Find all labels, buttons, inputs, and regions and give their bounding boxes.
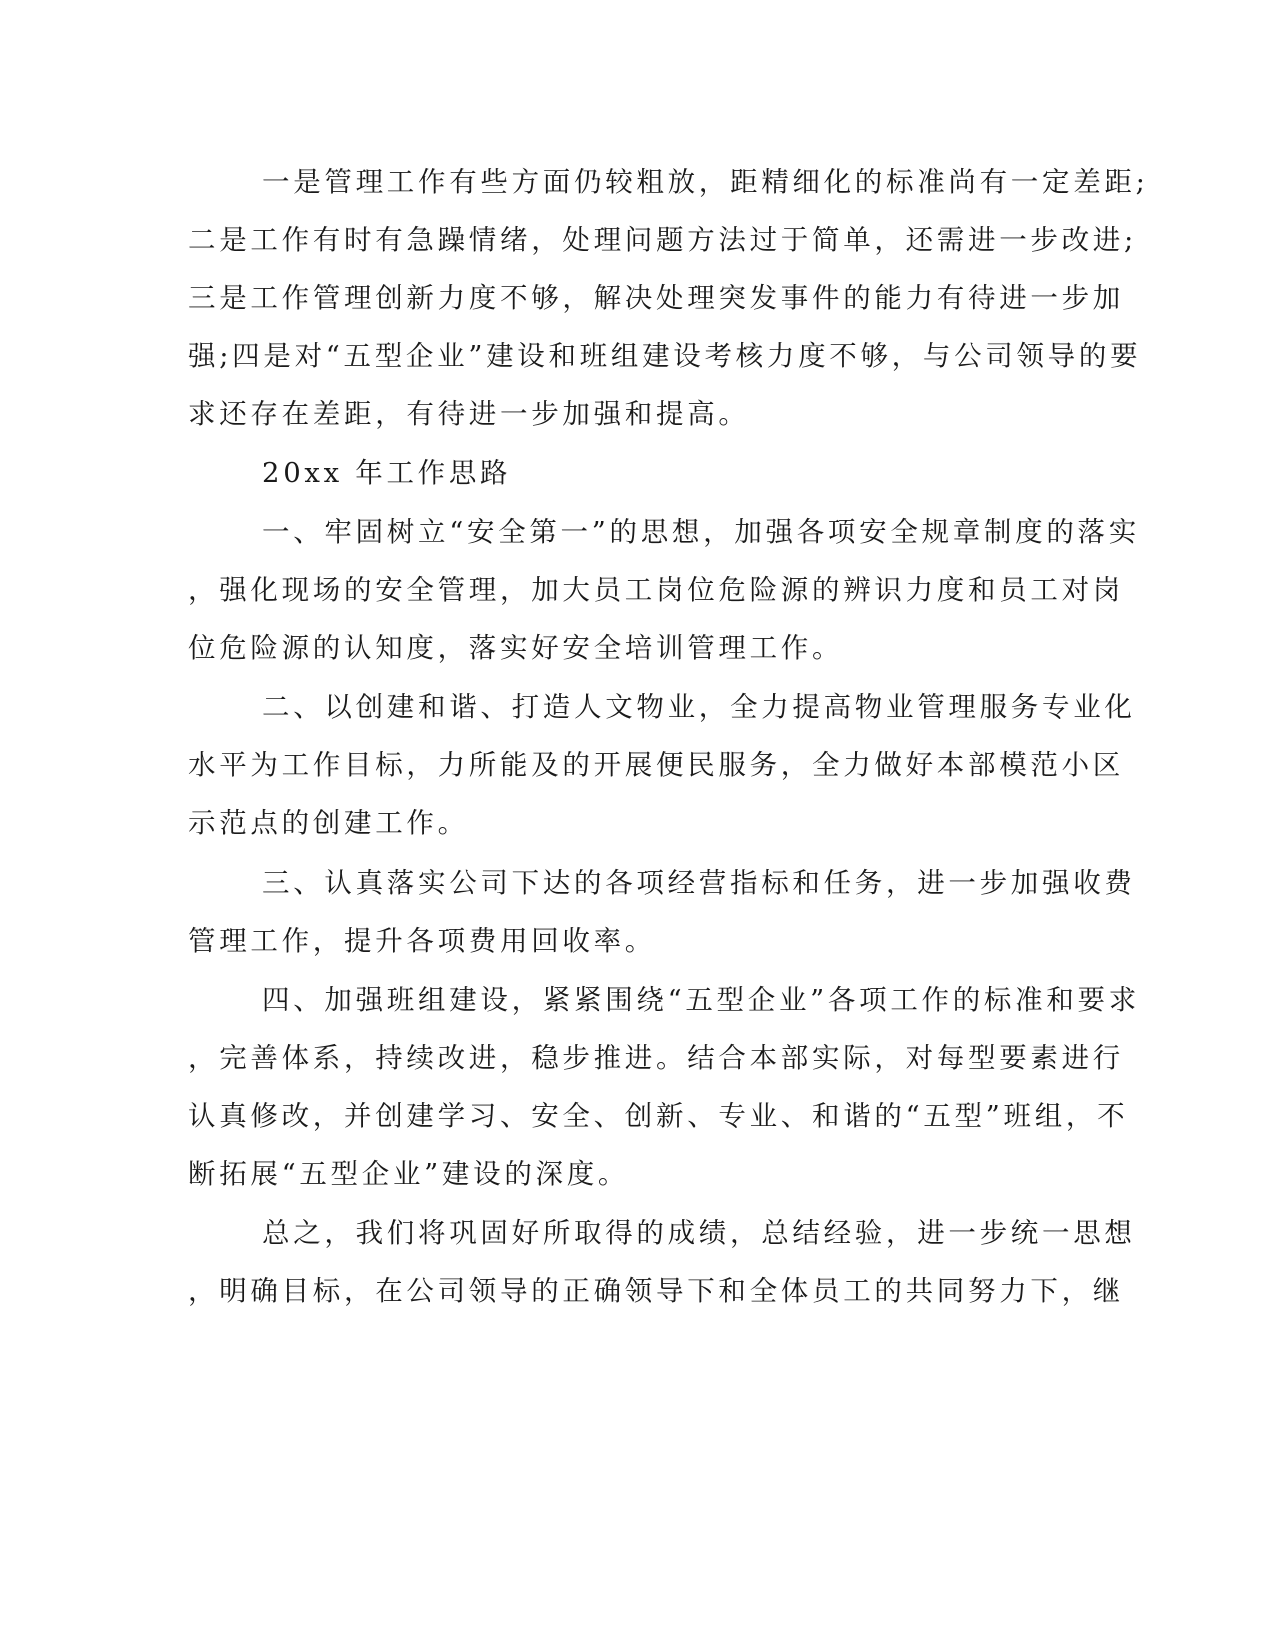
paragraph-line: 三、认真落实公司下达的各项经营指标和任务，进一步加强收费	[262, 867, 1136, 899]
paragraph-line: 示范点的创建工作。	[188, 807, 469, 839]
paragraph-line: 求还存在差距，有待进一步加强和提高。	[188, 398, 750, 430]
paragraph-line: 断拓展“五型企业”建设的深度。	[188, 1158, 630, 1190]
paragraph-line: 总之，我们将巩固好所取得的成绩，总结经验，进一步统一思想	[262, 1217, 1136, 1249]
paragraph-line: ，完善体系，持续改进，稳步推进。结合本部实际，对每型要素进行	[188, 1042, 1124, 1074]
paragraph-line: 认真修改，并创建学习、安全、创新、专业、和谐的“五型”班组，不	[188, 1100, 1129, 1132]
paragraph-line: 二是工作有时有急躁情绪，处理问题方法过于简单，还需进一步改进;	[188, 224, 1137, 256]
paragraph-line: 位危险源的认知度，落实好安全培训管理工作。	[188, 632, 844, 664]
paragraph-line: 四、加强班组建设，紧紧围绕“五型企业”各项工作的标准和要求	[262, 984, 1140, 1016]
section-heading: 20xx 年工作思路	[262, 457, 512, 489]
paragraph-line: ，强化现场的安全管理，加大员工岗位危险源的辨识力度和员工对岗	[188, 574, 1124, 606]
paragraph-line: 管理工作，提升各项费用回收率。	[188, 925, 656, 957]
paragraph-line: 强;四是对“五型企业”建设和班组建设考核力度不够，与公司领导的要	[188, 340, 1142, 372]
paragraph-line: 二、以创建和谐、打造人文物业，全力提高物业管理服务专业化	[262, 691, 1136, 723]
paragraph-line: 一、牢固树立“安全第一”的思想，加强各项安全规章制度的落实	[262, 516, 1140, 548]
paragraph-line: 一是管理工作有些方面仍较粗放，距精细化的标准尚有一定差距;	[262, 166, 1149, 198]
paragraph-line: 水平为工作目标，力所能及的开展便民服务，全力做好本部模范小区	[188, 749, 1124, 781]
paragraph-line: ，明确目标，在公司领导的正确领导下和全体员工的共同努力下，继	[188, 1275, 1124, 1307]
paragraph-line: 三是工作管理创新力度不够，解决处理突发事件的能力有待进一步加	[188, 282, 1124, 314]
